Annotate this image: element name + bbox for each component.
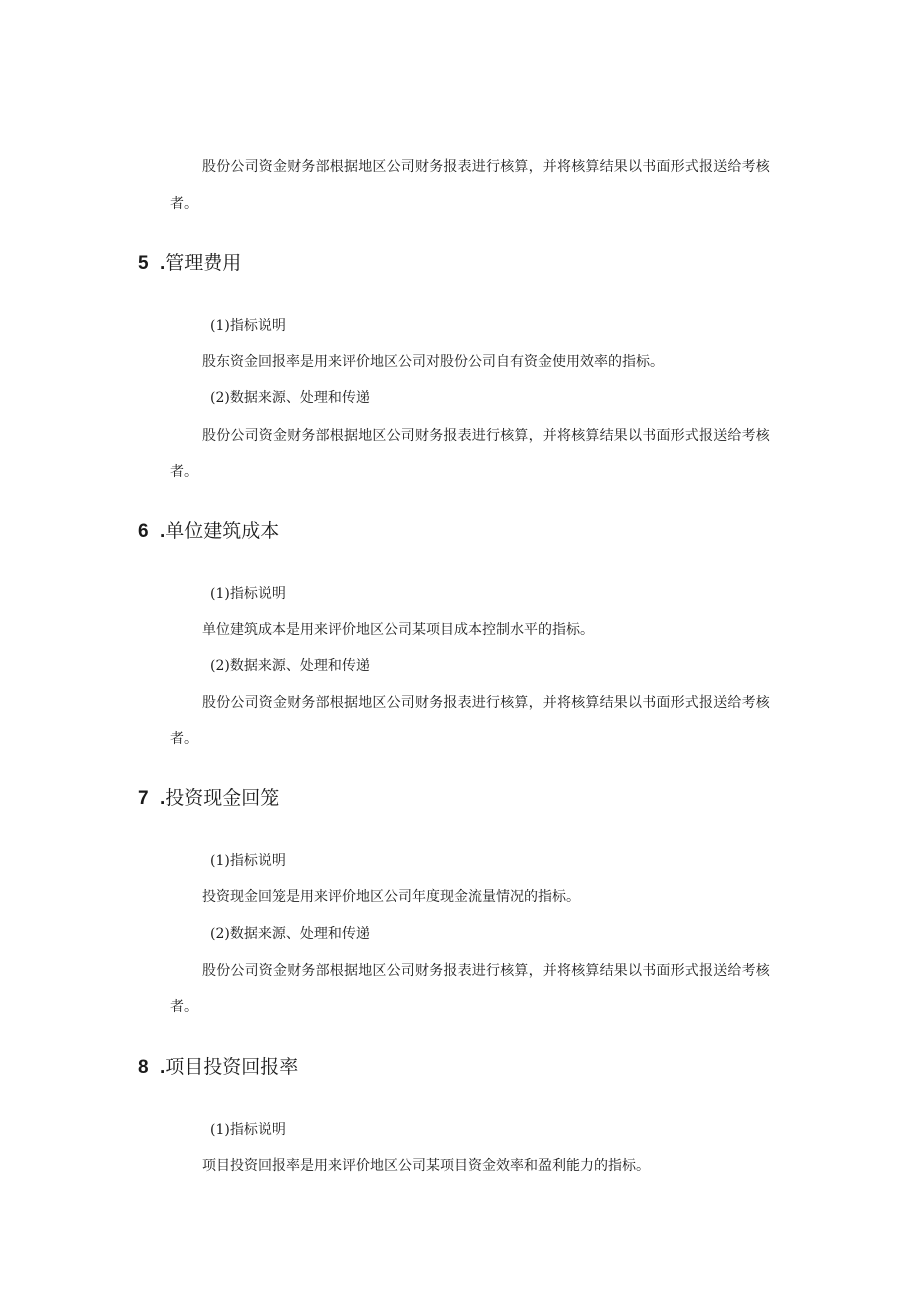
indicator-description: 股东资金回报率是用来评价地区公司对股份公司自有资金使用效率的指标。 <box>202 354 664 370</box>
section-heading <box>138 250 241 277</box>
data-source-paragraph-line: 者。 <box>170 999 198 1015</box>
subheading-indicator-description: (1)指标说明 <box>210 853 286 869</box>
section-number-dot: . <box>160 521 166 542</box>
section-heading <box>138 1054 298 1081</box>
indicator-description: 投资现金回笼是用来评价地区公司年度现金流量情况的指标。 <box>202 889 580 905</box>
data-source-paragraph-line: 者。 <box>170 731 198 747</box>
intro-paragraph-line: 者。 <box>170 196 198 212</box>
section-heading <box>138 518 279 545</box>
section-number-dot: . <box>160 1057 166 1078</box>
section-number-dot: . <box>160 788 166 809</box>
subheading-data-source: (2)数据来源、处理和传递 <box>210 658 370 674</box>
section-title: 单位建筑成本 <box>165 520 280 542</box>
section-number: 6 <box>138 521 149 542</box>
section-heading <box>138 785 279 812</box>
section-title: 投资现金回笼 <box>165 787 280 809</box>
data-source-paragraph-line: 股份公司资金财务部根据地区公司财务报表进行核算，并将核算结果以书面形式报送给考核 <box>202 695 770 711</box>
data-source-paragraph-line: 股份公司资金财务部根据地区公司财务报表进行核算，并将核算结果以书面形式报送给考核 <box>202 963 770 979</box>
section-number: 7 <box>138 788 149 809</box>
section-title: 项目投资回报率 <box>165 1056 299 1078</box>
data-source-paragraph-line: 股份公司资金财务部根据地区公司财务报表进行核算，并将核算结果以书面形式报送给考核 <box>202 428 770 444</box>
subheading-indicator-description: (1)指标说明 <box>210 318 286 334</box>
section-number-dot: . <box>160 253 166 274</box>
subheading-data-source: (2)数据来源、处理和传递 <box>210 390 370 406</box>
indicator-description: 项目投资回报率是用来评价地区公司某项目资金效率和盈利能力的指标。 <box>202 1158 650 1174</box>
subheading-indicator-description: (1)指标说明 <box>210 586 286 602</box>
section-number: 5 <box>138 253 149 274</box>
indicator-description: 单位建筑成本是用来评价地区公司某项目成本控制水平的指标。 <box>202 622 594 638</box>
data-source-paragraph-line: 者。 <box>170 464 198 480</box>
section-title: 管理费用 <box>165 252 242 274</box>
subheading-data-source: (2)数据来源、处理和传递 <box>210 926 370 942</box>
subheading-indicator-description: (1)指标说明 <box>210 1122 286 1138</box>
intro-paragraph-line: 股份公司资金财务部根据地区公司财务报表进行核算，并将核算结果以书面形式报送给考核 <box>202 159 770 175</box>
section-number: 8 <box>138 1057 149 1078</box>
